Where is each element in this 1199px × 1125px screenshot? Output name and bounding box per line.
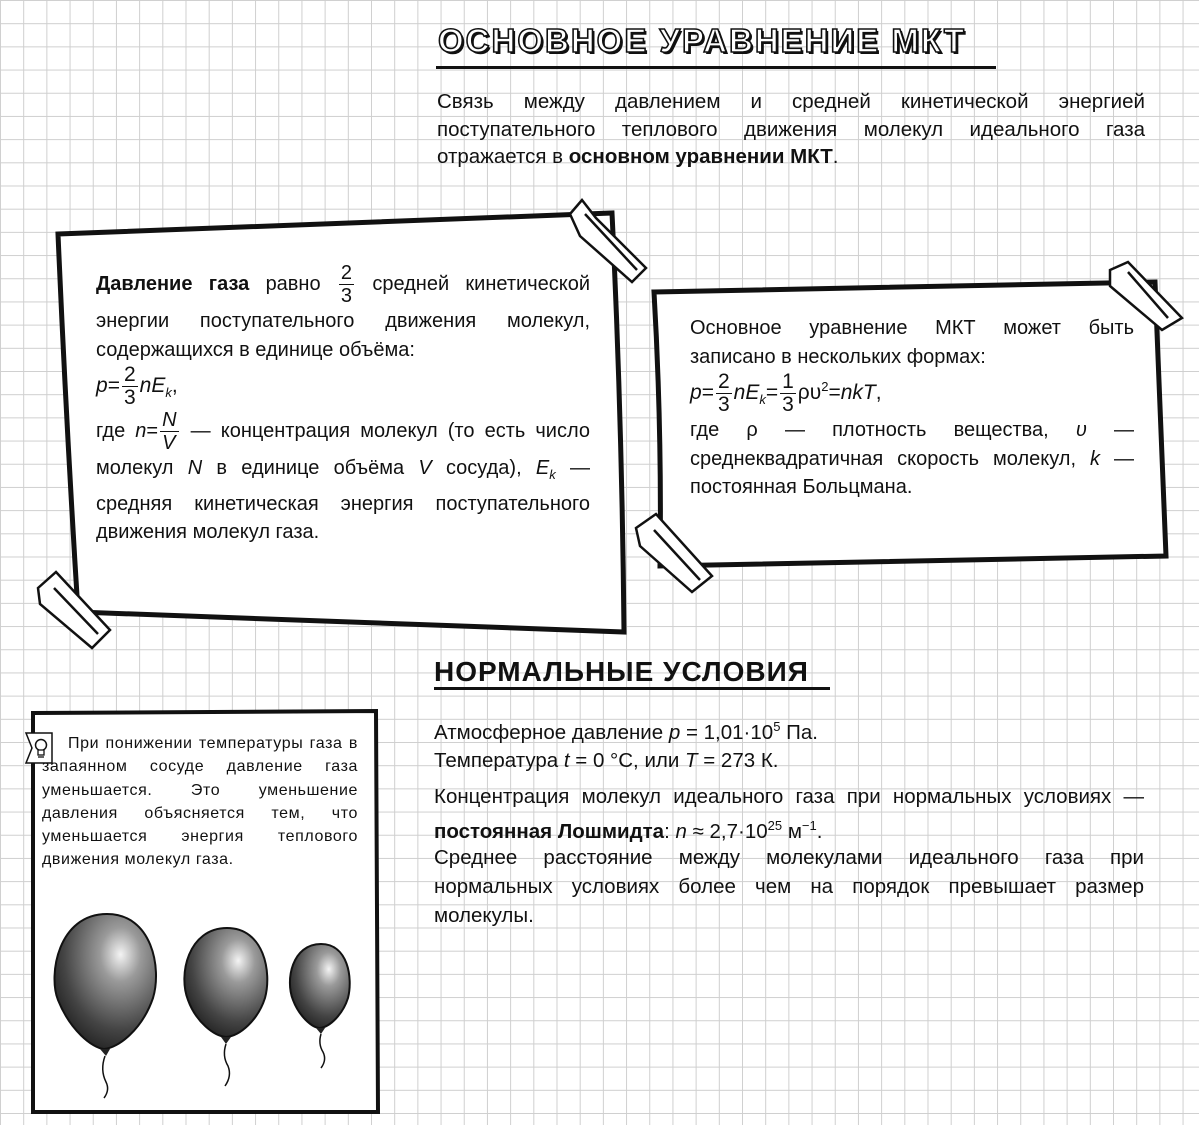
conc-colon: :: [664, 819, 670, 843]
f-den1: 3: [717, 393, 730, 416]
k-var: k: [1090, 447, 1101, 470]
formula-k: k: [165, 385, 172, 401]
rho-def: — плотность вещества,: [784, 419, 1049, 441]
temp-label: Температура: [434, 749, 559, 772]
conc-unit: м: [787, 819, 802, 843]
note-text: При понижении температуры газа в запаянном сосуде давление газа уменьшается. Это уменьшение давления объясняется тем, что уменьшается энергия теплового движения молекул газа.: [42, 735, 358, 869]
f-num1: 2: [717, 370, 730, 393]
conc-exp: 25: [767, 818, 783, 833]
temperature-line: [434, 746, 1144, 775]
conc-var: n: [675, 819, 687, 843]
v-def: — среднеквадратичная скорость молекул,: [690, 419, 1135, 470]
n-var: n: [135, 419, 147, 442]
formula-p: p: [96, 374, 108, 398]
lead-text-1: равно: [265, 272, 321, 295]
temp-or: или: [644, 749, 680, 772]
f-sup: 2: [821, 379, 829, 395]
conc-text: Концентрация молекул идеального газа при нормальных условиях —: [434, 785, 1144, 808]
E-var: E: [535, 457, 550, 479]
n-den: V: [162, 432, 176, 454]
frac-den: 3: [340, 285, 353, 307]
f-rho-v: ρυ: [797, 381, 822, 405]
conc-unit-exp: −1: [801, 818, 817, 833]
frac-num: 2: [340, 262, 353, 284]
card-pressure-lead: [96, 262, 590, 364]
f-eq2: =: [765, 381, 779, 405]
intro-end: .: [832, 145, 839, 168]
atm-value: = 1,01·10: [685, 720, 774, 744]
pressure-formula: [96, 364, 590, 409]
conc-end: .: [816, 819, 823, 843]
mkt-forms-formula: [690, 371, 1134, 416]
f-frac2: [780, 371, 796, 416]
where-label: где: [96, 419, 126, 442]
lead-text-2: средней кинетической энергии поступательного движения молекул, содержащихся в единице объёма:: [96, 272, 591, 361]
fraction-two-thirds: [339, 262, 354, 307]
section-title-main: ОСНОВНОЕ УРАВНЕНИЕ МКТ: [438, 22, 966, 59]
formula-eq: =: [107, 374, 120, 398]
N-var: N: [187, 457, 203, 479]
f-frac1: [716, 371, 732, 416]
def-text-4: — средняя кинетическая энергия поступательного движения молекул газа.: [96, 457, 591, 543]
loschmidt-term: постоянная Лошмидта: [434, 819, 665, 843]
formula-E: E: [151, 374, 166, 398]
f-nE: nE: [733, 381, 760, 405]
f-eq3: =: [828, 381, 841, 405]
card-forms-definitions: [690, 416, 1134, 502]
atm-exp: 5: [773, 719, 781, 734]
f-nkT: nkT: [840, 381, 876, 405]
def-text-2: в единице объёма: [216, 457, 405, 479]
title-underline: [434, 687, 830, 690]
atm-var: p: [668, 720, 681, 744]
temp-var: t: [563, 749, 570, 772]
formula-n: n: [139, 374, 152, 398]
temp-value2: = 273 К.: [703, 749, 779, 772]
intro-bold: основном уравнении МКТ: [568, 145, 833, 168]
conc-value: ≈ 2,7·10: [692, 819, 768, 843]
f-eq1: =: [701, 381, 714, 405]
n-eq: =: [146, 419, 159, 442]
def-text-1: — концентрация молекул (то есть число молекул: [96, 419, 590, 479]
temp-var2: T: [685, 749, 698, 772]
n-fraction: [160, 409, 178, 454]
formula-fraction: [122, 364, 138, 409]
section-title-normal: НОРМАЛЬНЫЕ УСЛОВИЯ: [434, 656, 809, 687]
f-sub: k: [759, 392, 766, 408]
v-var: υ: [1075, 419, 1087, 441]
f-p: p: [690, 381, 702, 405]
loschmidt-line: [434, 782, 1144, 846]
def-text-3: сосуда),: [445, 457, 522, 479]
f-tail: ,: [875, 381, 882, 405]
intro-text: Связь между давлением и средней кинетической энергией поступательного теплового движения молекул идеального газа отражается в: [437, 90, 1145, 168]
atm-pressure-line: [434, 712, 1144, 747]
atm-unit: Па.: [786, 720, 818, 744]
f-den2: 3: [782, 393, 794, 416]
E-sub: k: [549, 467, 556, 482]
card-forms: [690, 314, 1134, 502]
formula-den: 3: [123, 386, 136, 409]
n-num: N: [162, 409, 177, 431]
card-pressure-definitions: [96, 409, 590, 547]
card-forms-text: Основное уравнение МКТ может быть записано в нескольких формах:: [690, 317, 1134, 368]
forms-where: где: [690, 419, 720, 441]
temp-value: = 0 °С,: [575, 749, 639, 772]
f-num2: 1: [782, 370, 794, 393]
pressure-term: Давление газа: [96, 272, 250, 295]
V-var: V: [418, 457, 432, 479]
rho-var: ρ: [746, 419, 758, 441]
note-box: [42, 732, 358, 872]
formula-tail: ,: [171, 374, 178, 398]
atm-label: Атмосферное давление: [434, 720, 664, 744]
k-def: — постоянная Больцмана.: [690, 447, 1134, 498]
card-pressure: [96, 262, 590, 547]
distance-paragraph: Среднее расстояние между молекулами идеального газа при нормальных условиях более чем на порядок превышает размер молекулы.: [434, 846, 1144, 927]
formula-num: 2: [123, 363, 136, 386]
